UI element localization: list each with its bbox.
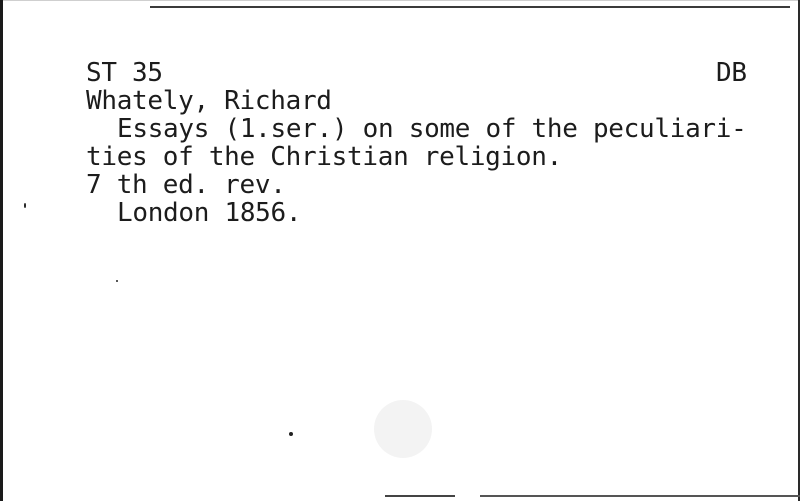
speck bbox=[24, 203, 26, 208]
card-bottom-line bbox=[385, 495, 455, 497]
card-top-line bbox=[150, 6, 790, 8]
title-line: Essays (1.ser.) on some of the peculiari- bbox=[117, 114, 747, 144]
title-line-continued: ties of the Christian religion. bbox=[86, 142, 562, 172]
speck bbox=[289, 432, 293, 436]
card-left-edge bbox=[0, 0, 3, 501]
edition-statement: 7 th ed. rev. bbox=[86, 170, 286, 200]
card-top-edge bbox=[0, 0, 800, 1]
smudge-mark bbox=[374, 400, 432, 458]
location-code: DB bbox=[716, 58, 747, 88]
speck bbox=[116, 280, 118, 282]
card-bottom-line bbox=[480, 495, 800, 497]
call-number: ST 35 bbox=[86, 58, 163, 88]
author-heading: Whately, Richard bbox=[86, 86, 332, 116]
imprint: London 1856. bbox=[117, 198, 302, 228]
